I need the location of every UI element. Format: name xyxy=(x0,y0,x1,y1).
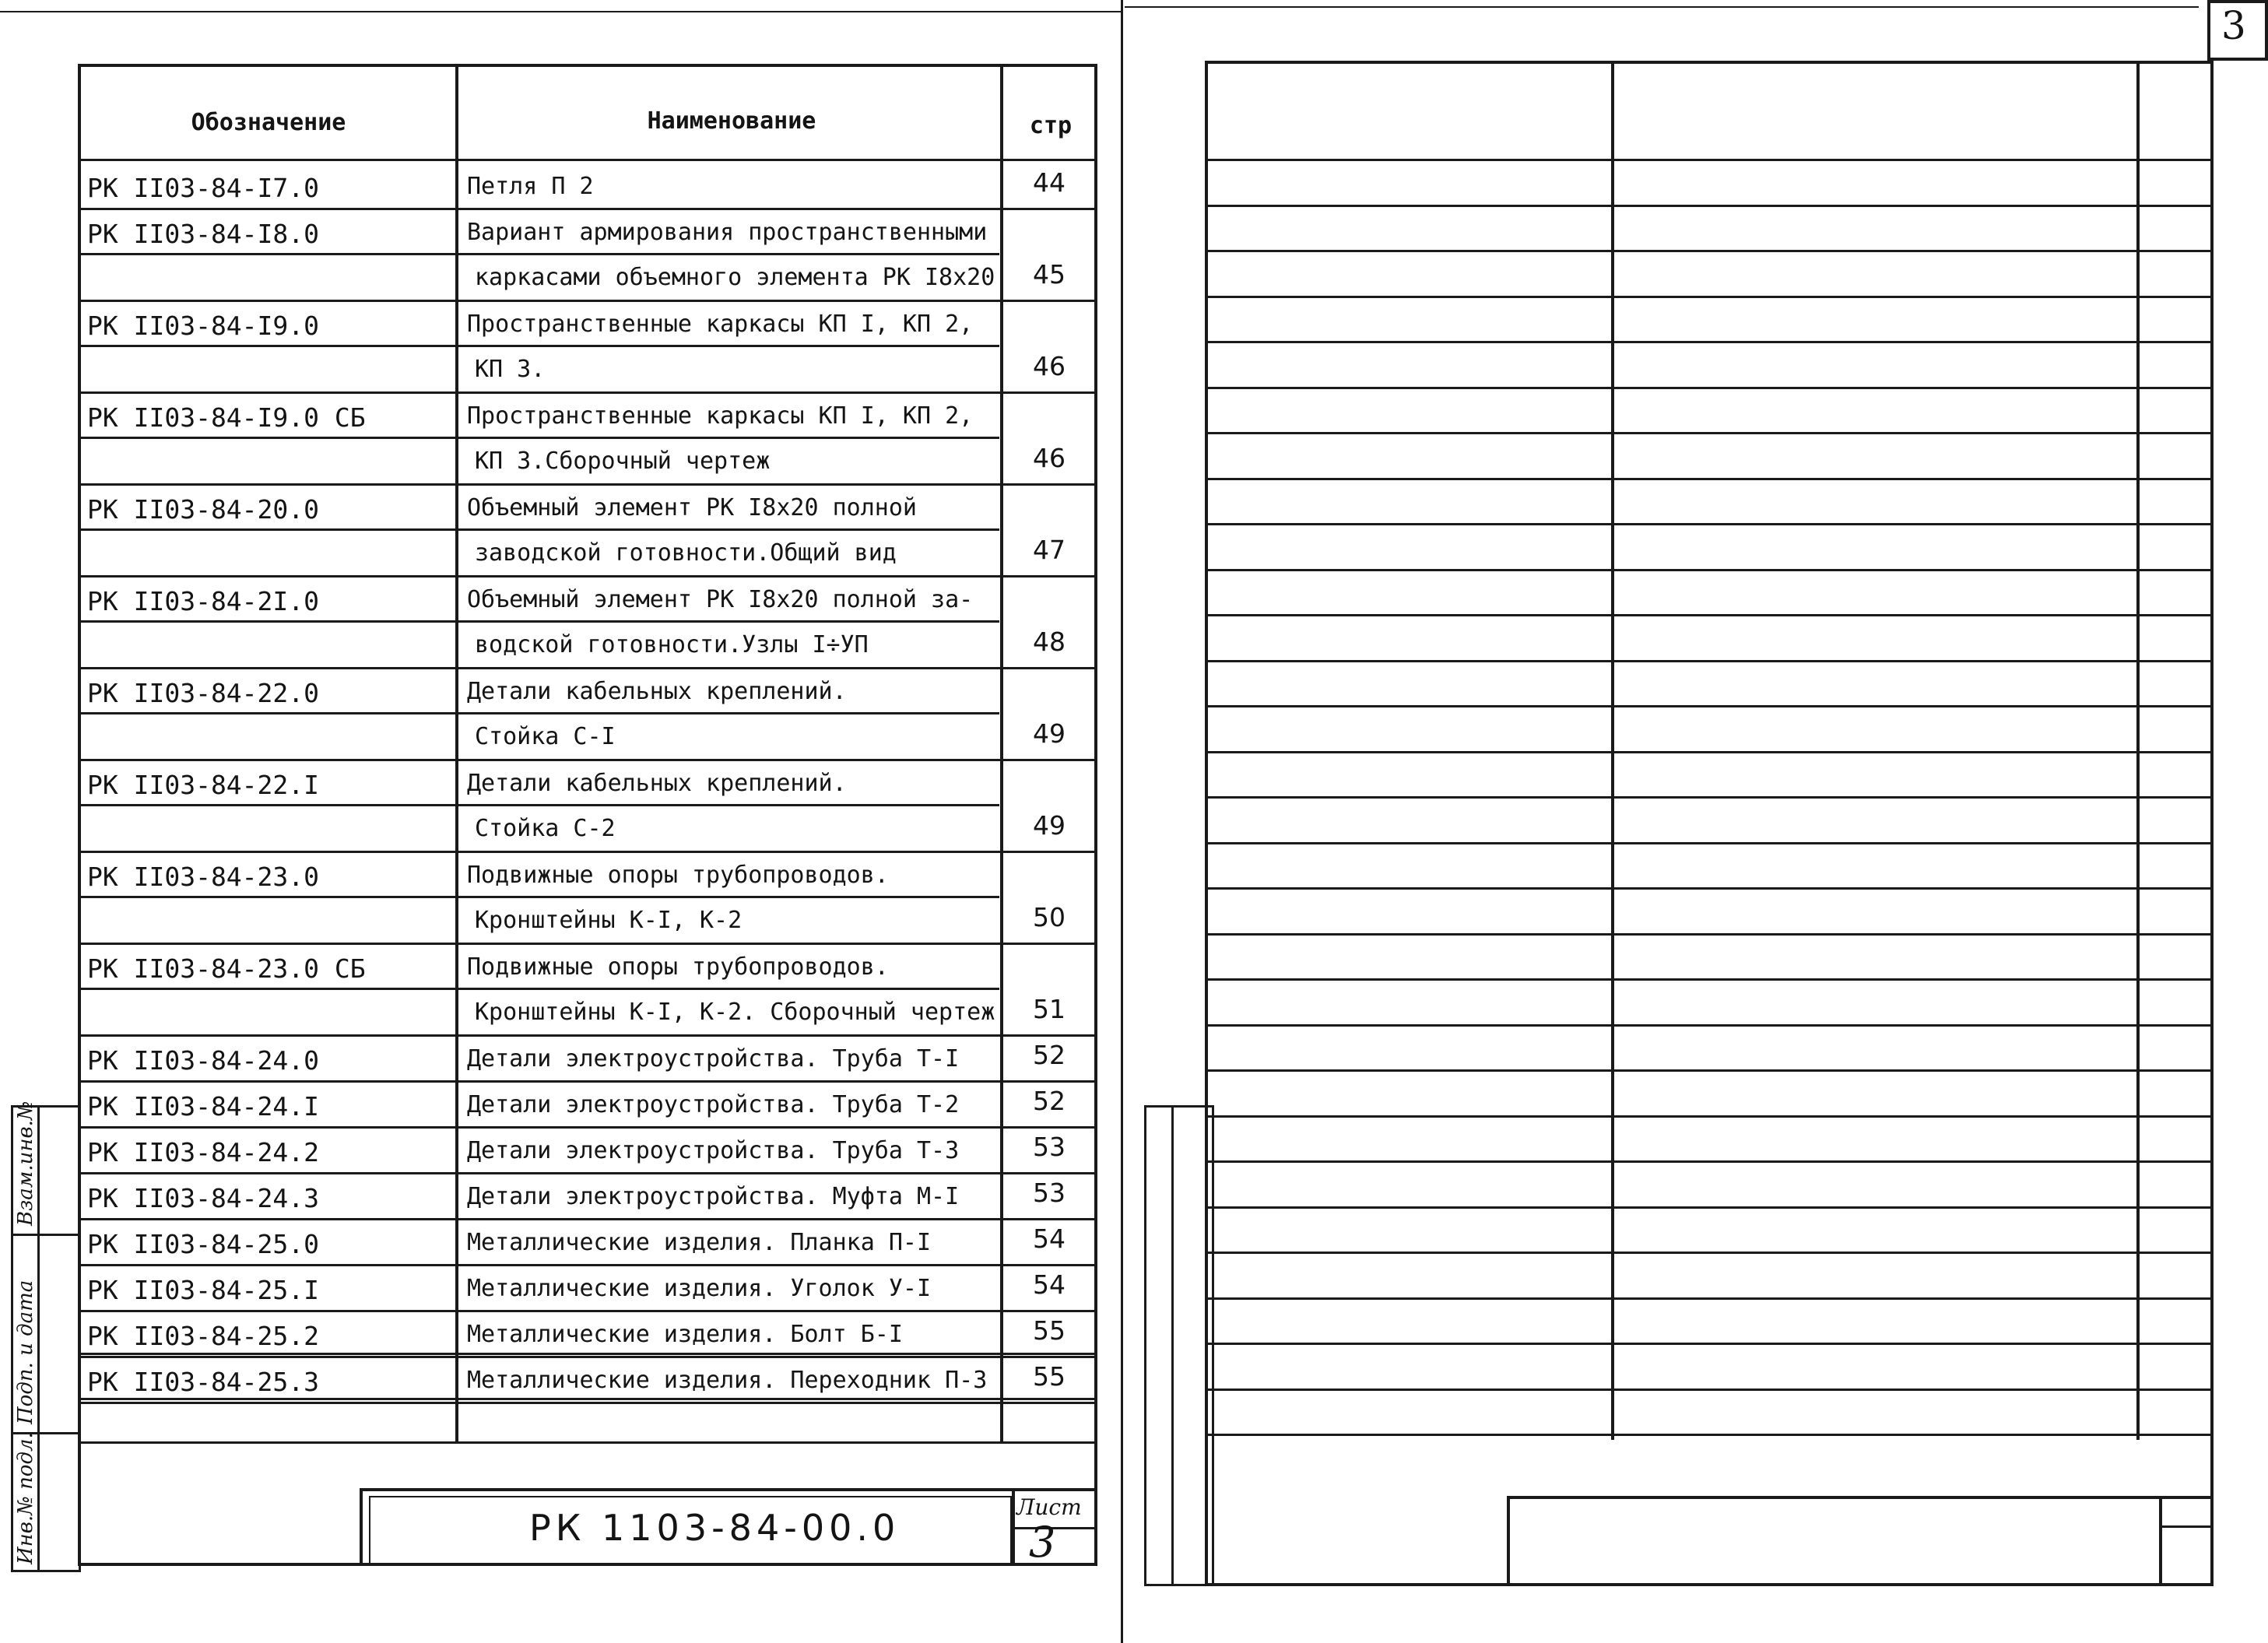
blank-side-stamp xyxy=(1144,1105,1214,1586)
row-name-line1: Объемный элемент РК I8х20 полной за- xyxy=(467,586,974,613)
blank-row-line xyxy=(1208,432,2210,434)
row-page: 49 xyxy=(1033,718,1066,749)
row-code: РК II03-84-I9.0 xyxy=(87,311,320,341)
row-page: 53 xyxy=(1033,1132,1066,1162)
header-page: стр xyxy=(1029,112,1073,139)
row-page: 45 xyxy=(1033,259,1066,290)
row-name-line1: Детали кабельных креплений. xyxy=(467,770,847,797)
row-mid-line xyxy=(81,712,999,714)
row-code: РК II03-84-24.0 xyxy=(87,1045,320,1076)
header-separator xyxy=(81,159,1094,161)
row-code: РК II03-84-23.0 xyxy=(87,862,320,892)
blank-row-line xyxy=(1208,250,2210,252)
row-name-line1: Металлические изделия. Болт Б-I xyxy=(467,1321,903,1348)
blank-row-line xyxy=(1208,796,2210,799)
column-separator-1 xyxy=(455,65,458,1443)
row-name-line2: заводской готовности.Общий вид xyxy=(475,539,897,567)
blank-title-separator xyxy=(2159,1496,2162,1586)
table-row-line xyxy=(81,1218,1094,1220)
table-row-line xyxy=(81,1080,1094,1083)
blank-title-row xyxy=(2159,1525,2214,1528)
row-name-line2: Стойка С-I xyxy=(475,723,616,750)
blank-row-line xyxy=(1208,1024,2210,1027)
row-code: РК II03-84-2I.0 xyxy=(87,586,320,616)
row-code: РК II03-84-24.3 xyxy=(87,1183,320,1213)
table-row-line xyxy=(81,1402,1094,1404)
table-row-line xyxy=(81,1126,1094,1129)
row-code: РК II03-84-I9.0 СБ xyxy=(87,402,366,433)
blank-row-line xyxy=(1208,478,2210,480)
row-name-line1: Детали электроустройства. Труба Т-I xyxy=(467,1045,960,1073)
blank-row-line xyxy=(1208,159,2210,161)
top-edge-line xyxy=(0,11,1121,12)
row-code: РК II03-84-22.0 xyxy=(87,678,320,708)
blank-row-line xyxy=(1208,569,2210,571)
blank-row-line xyxy=(1208,842,2210,844)
table-row-line xyxy=(81,208,1094,210)
row-name-line1: Детали электроустройства. Муфта М-I xyxy=(467,1183,960,1210)
blank-row-line xyxy=(1208,1252,2210,1254)
row-code: РК II03-84-25.3 xyxy=(87,1367,320,1397)
row-page: 46 xyxy=(1033,443,1066,473)
row-mid-line xyxy=(81,345,999,347)
table-row-line xyxy=(81,1356,1094,1358)
row-page: 55 xyxy=(1033,1361,1066,1392)
blank-row-line xyxy=(1208,1297,2210,1300)
row-name-line1: Детали электроустройства. Труба Т-3 xyxy=(467,1137,960,1164)
row-page: 52 xyxy=(1033,1086,1066,1116)
row-name-line1: Пространственные каркасы КП I, КП 2, xyxy=(467,311,974,338)
blank-row-line xyxy=(1208,1206,2210,1209)
row-name-line1: Вариант армирования пространственными xyxy=(467,219,988,246)
row-name-line2: КП 3.Сборочный чертеж xyxy=(475,448,771,475)
document-code: РК 1103-84-00.0 xyxy=(529,1507,901,1549)
row-mid-line xyxy=(81,988,999,990)
row-name-line1: Подвижные опоры трубопроводов. xyxy=(467,953,889,981)
blank-side-separator xyxy=(1171,1105,1174,1586)
row-page: 54 xyxy=(1033,1223,1066,1254)
row-page: 46 xyxy=(1033,351,1066,381)
side-label-signature: Подп. и дата xyxy=(14,1280,37,1424)
table-row-line xyxy=(81,851,1094,853)
row-name-line1: Детали кабельных креплений. xyxy=(467,678,847,705)
blank-row-line xyxy=(1208,1069,2210,1072)
side-stamp-row xyxy=(11,1234,81,1236)
row-mid-line xyxy=(81,528,999,531)
sheet-label: Лист xyxy=(1016,1494,1082,1520)
row-name-line2: Стойка С-2 xyxy=(475,815,616,842)
row-name-line1: Объемный элемент РК I8х20 полной xyxy=(467,494,917,521)
blank-row-line xyxy=(1208,1343,2210,1345)
row-name-line2: водской готовности.Узлы I÷УП xyxy=(475,631,869,658)
table-row-line xyxy=(81,1264,1094,1266)
row-page: 47 xyxy=(1033,535,1066,565)
row-mid-line xyxy=(81,437,999,439)
page-divider xyxy=(1121,0,1123,1643)
row-mid-line xyxy=(81,896,999,898)
blank-row-line xyxy=(1208,1434,2210,1436)
blank-row-line xyxy=(1208,887,2210,890)
row-page: 48 xyxy=(1033,627,1066,657)
blank-row-line xyxy=(1208,1388,2210,1391)
row-code: РК II03-84-I7.0 xyxy=(87,173,320,203)
table-row-line xyxy=(81,391,1094,394)
row-code: РК II03-84-24.I xyxy=(87,1091,320,1122)
row-mid-line xyxy=(81,620,999,623)
row-name-line1: Детали электроустройства. Труба Т-2 xyxy=(467,1091,960,1118)
header-name: Наименование xyxy=(647,107,816,135)
row-code: РК II03-84-23.0 СБ xyxy=(87,953,366,984)
row-page: 54 xyxy=(1033,1269,1066,1300)
table-row-line xyxy=(81,759,1094,761)
blank-row-line xyxy=(1208,341,2210,343)
blank-table-frame xyxy=(1205,61,2214,1586)
row-name-line2: Кронштейны К-I, К-2 xyxy=(475,907,743,934)
table-row-line xyxy=(81,1172,1094,1174)
row-name-line1: Металлические изделия. Планка П-I xyxy=(467,1229,932,1256)
blank-row-line xyxy=(1208,387,2210,389)
row-code: РК II03-84-25.0 xyxy=(87,1229,320,1259)
top-edge-line-right xyxy=(1125,6,2199,8)
blank-row-line xyxy=(1208,660,2210,662)
blank-row-line xyxy=(1208,1160,2210,1163)
blank-row-line xyxy=(1208,933,2210,936)
blank-row-line xyxy=(1208,978,2210,981)
blank-row-line xyxy=(1208,751,2210,753)
row-mid-line xyxy=(81,253,999,255)
table-row-line xyxy=(81,1441,1094,1444)
blank-row-line xyxy=(1208,705,2210,707)
table-row-line xyxy=(81,943,1094,945)
row-code: РК II03-84-I8.0 xyxy=(87,219,320,249)
row-page: 55 xyxy=(1033,1315,1066,1346)
side-stamp-separator xyxy=(37,1105,40,1572)
side-label-inventory: Инв.№ подл. xyxy=(14,1432,37,1564)
row-code: РК II03-84-25.2 xyxy=(87,1321,320,1351)
page-number: 3 xyxy=(2221,3,2246,48)
blank-row-line xyxy=(1208,205,2210,207)
row-page: 53 xyxy=(1033,1178,1066,1208)
table-row-line xyxy=(81,1353,1094,1355)
header-designation: Обозначение xyxy=(191,109,346,136)
table-row-line xyxy=(81,1398,1094,1400)
row-page: 52 xyxy=(1033,1040,1066,1070)
row-page: 50 xyxy=(1033,902,1066,932)
row-code: РК II03-84-25.I xyxy=(87,1275,320,1305)
row-name-line1: Металлические изделия. Уголок У-I xyxy=(467,1275,932,1302)
row-name-line2: КП 3. xyxy=(475,356,546,383)
row-name-line1: Подвижные опоры трубопроводов. xyxy=(467,862,889,889)
column-separator-2 xyxy=(1000,65,1003,1443)
row-page: 44 xyxy=(1033,167,1066,198)
blank-row-line xyxy=(1208,296,2210,298)
side-label-replacement: Взам.инв.№ xyxy=(14,1101,37,1226)
row-page: 49 xyxy=(1033,810,1066,841)
blank-row-line xyxy=(1208,1115,2210,1118)
row-name-line1: Металлические изделия. Переходник П-3 xyxy=(467,1367,988,1394)
row-code: РК II03-84-20.0 xyxy=(87,494,320,525)
table-row-line xyxy=(81,1310,1094,1312)
table-row-line xyxy=(81,300,1094,302)
table-row-line xyxy=(81,575,1094,578)
row-name-line2: Кронштейны К-I, К-2. Сборочный чертеж xyxy=(475,999,995,1026)
table-row-line xyxy=(81,483,1094,486)
row-page: 51 xyxy=(1033,994,1066,1024)
blank-row-line xyxy=(1208,614,2210,616)
table-row-line xyxy=(81,1034,1094,1037)
blank-row-line xyxy=(1208,523,2210,525)
blank-title-block xyxy=(1507,1496,2214,1586)
row-code: РК II03-84-22.I xyxy=(87,770,320,800)
row-name-line1: Пространственные каркасы КП I, КП 2, xyxy=(467,402,974,430)
row-name-line1: Петля П 2 xyxy=(467,173,594,200)
row-mid-line xyxy=(81,804,999,806)
row-code: РК II03-84-24.2 xyxy=(87,1137,320,1167)
sheet-number: 3 xyxy=(1029,1518,1056,1567)
row-name-line2: каркасами объемного элемента РК I8х20 xyxy=(475,264,995,291)
table-row-line xyxy=(81,667,1094,669)
